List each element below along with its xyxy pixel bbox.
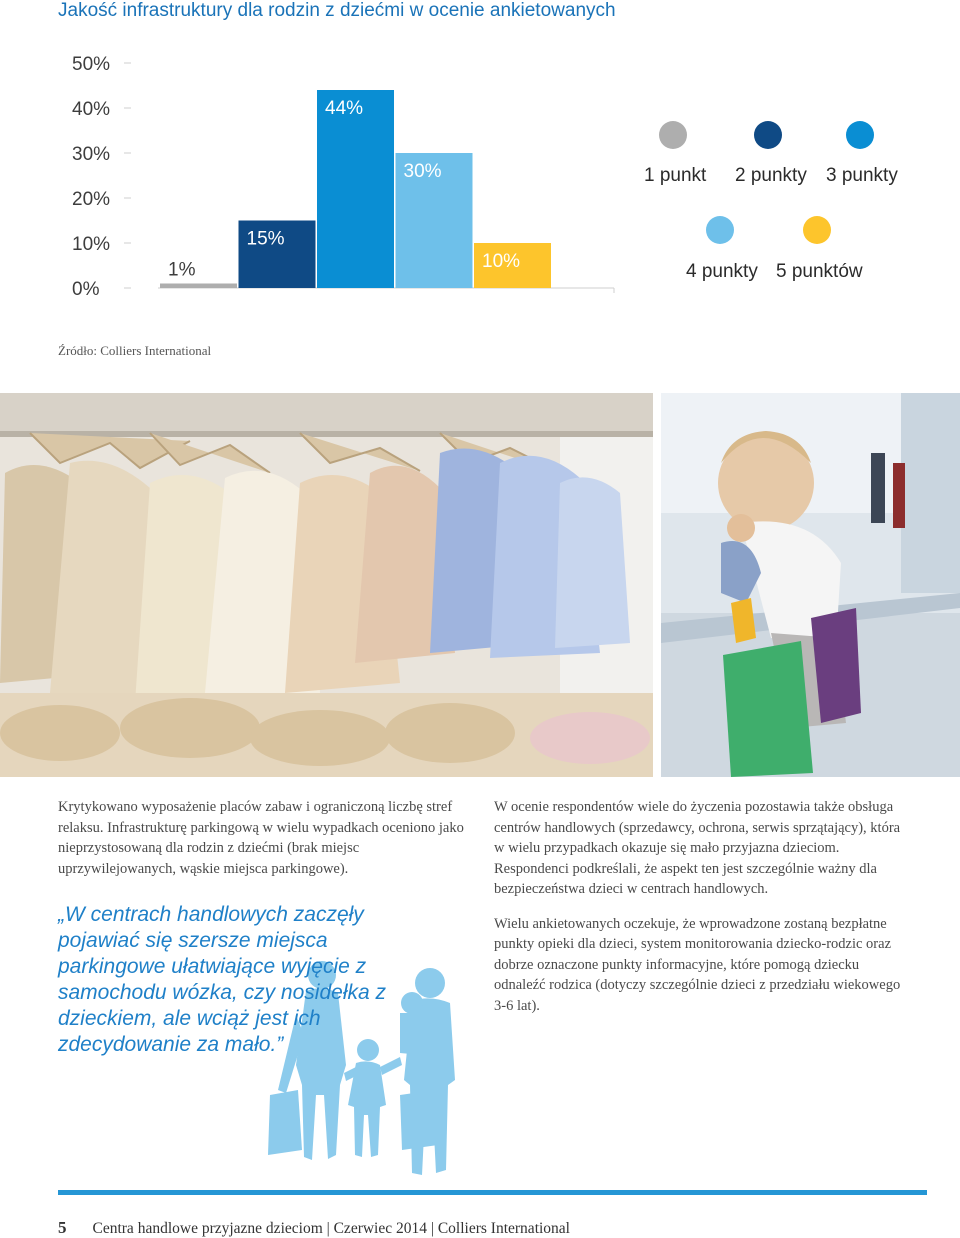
legend-swatch-5 (803, 216, 831, 244)
right-column-text (494, 797, 904, 1030)
bar-1 (160, 284, 237, 289)
legend-swatch-3 (846, 121, 874, 149)
legend-label-2: 2 punkty (735, 165, 807, 186)
bar-label-4: 30% (403, 161, 442, 182)
y-tick-label: 10% (72, 234, 111, 255)
bar-label-1: 1% (168, 259, 196, 281)
left-column-text (58, 797, 468, 893)
y-tick-label: 20% (72, 189, 111, 210)
bar-chart (0, 40, 640, 320)
bar-3 (317, 90, 394, 288)
dresses-image (0, 393, 653, 777)
legend-label-4: 4 punkty (686, 261, 758, 282)
right-paragraph-2: Wielu ankietowanych oczekuje, że wprowadzone zostaną bezpłatne punkty opieki dla dzieci, system monitorowania dziecko-rodzic oraz dobrze oznaczone punkty informacyjne, które pomogą dziecku odnaleźć rodzica (dotyczy szczególnie dzieci z przedziału wiekowego 3-6 lat). (494, 915, 901, 1014)
bar-label-2: 15% (246, 228, 285, 250)
source-note: Źródło: Colliers International (58, 343, 212, 358)
page-number: 5 (58, 1218, 67, 1237)
bar-label-3: 44% (325, 98, 364, 119)
footer (58, 1218, 570, 1238)
left-paragraph: Krytykowano wyposażenie placów zabaw i ograniczoną liczbę stref relaksu. Infrastrukturę parkingową w wielu wypadkach oceniono jako nieprzystosowaną dla rodzin z dziećmi (brak miejsc uprzywilejowanych, wąskie miejsca parkingowe). (58, 799, 464, 877)
legend-label-1: 1 punkt (644, 165, 707, 186)
footer-rule (58, 1190, 927, 1195)
legend-swatch-4 (706, 216, 734, 244)
y-tick-label: 0% (72, 279, 100, 300)
y-tick-label: 40% (72, 99, 111, 120)
legend-swatch-1 (659, 121, 687, 149)
legend-label-5: 5 punktów (776, 261, 863, 282)
photo-kids-dresses (0, 393, 653, 777)
right-paragraph-1: W ocenie respondentów wiele do życzenia pozostawia także obsługa centrów handlowych (sprzedawcy, ochrona, serwis sprzątający), która w wielu przypadkach okazuje się mało przyjazna dzieciom. Respondenci podkreślali, że aspekt ten jest szczególnie ważny dla bezpieczeństwa dzieci w centrach handlowych. (494, 799, 901, 897)
page-title: Jakość infrastruktury dla rodzin z dziećmi w ocenie ankietowanych (58, 0, 616, 21)
footer-text: Centra handlowe przyjazne dzieciom | Czerwiec 2014 | Colliers International (92, 1220, 570, 1237)
y-tick-label: 50% (72, 54, 111, 75)
y-tick-label: 30% (72, 144, 111, 165)
photo-child-shopping (661, 393, 960, 777)
bar-label-5: 10% (482, 251, 521, 272)
pull-quote: „W centrach handlowych zaczęły pojawiać się szersze miejsca parkingowe ułatwiające wyjęcie z samochodu wózka, czy nosidełka z dzieckiem, ale wciąż jest ich zdecydowanie za mało.” (58, 903, 386, 1056)
legend-label-3: 3 punkty (826, 165, 898, 186)
child-shopping-image (661, 393, 960, 777)
legend-swatch-2 (754, 121, 782, 149)
